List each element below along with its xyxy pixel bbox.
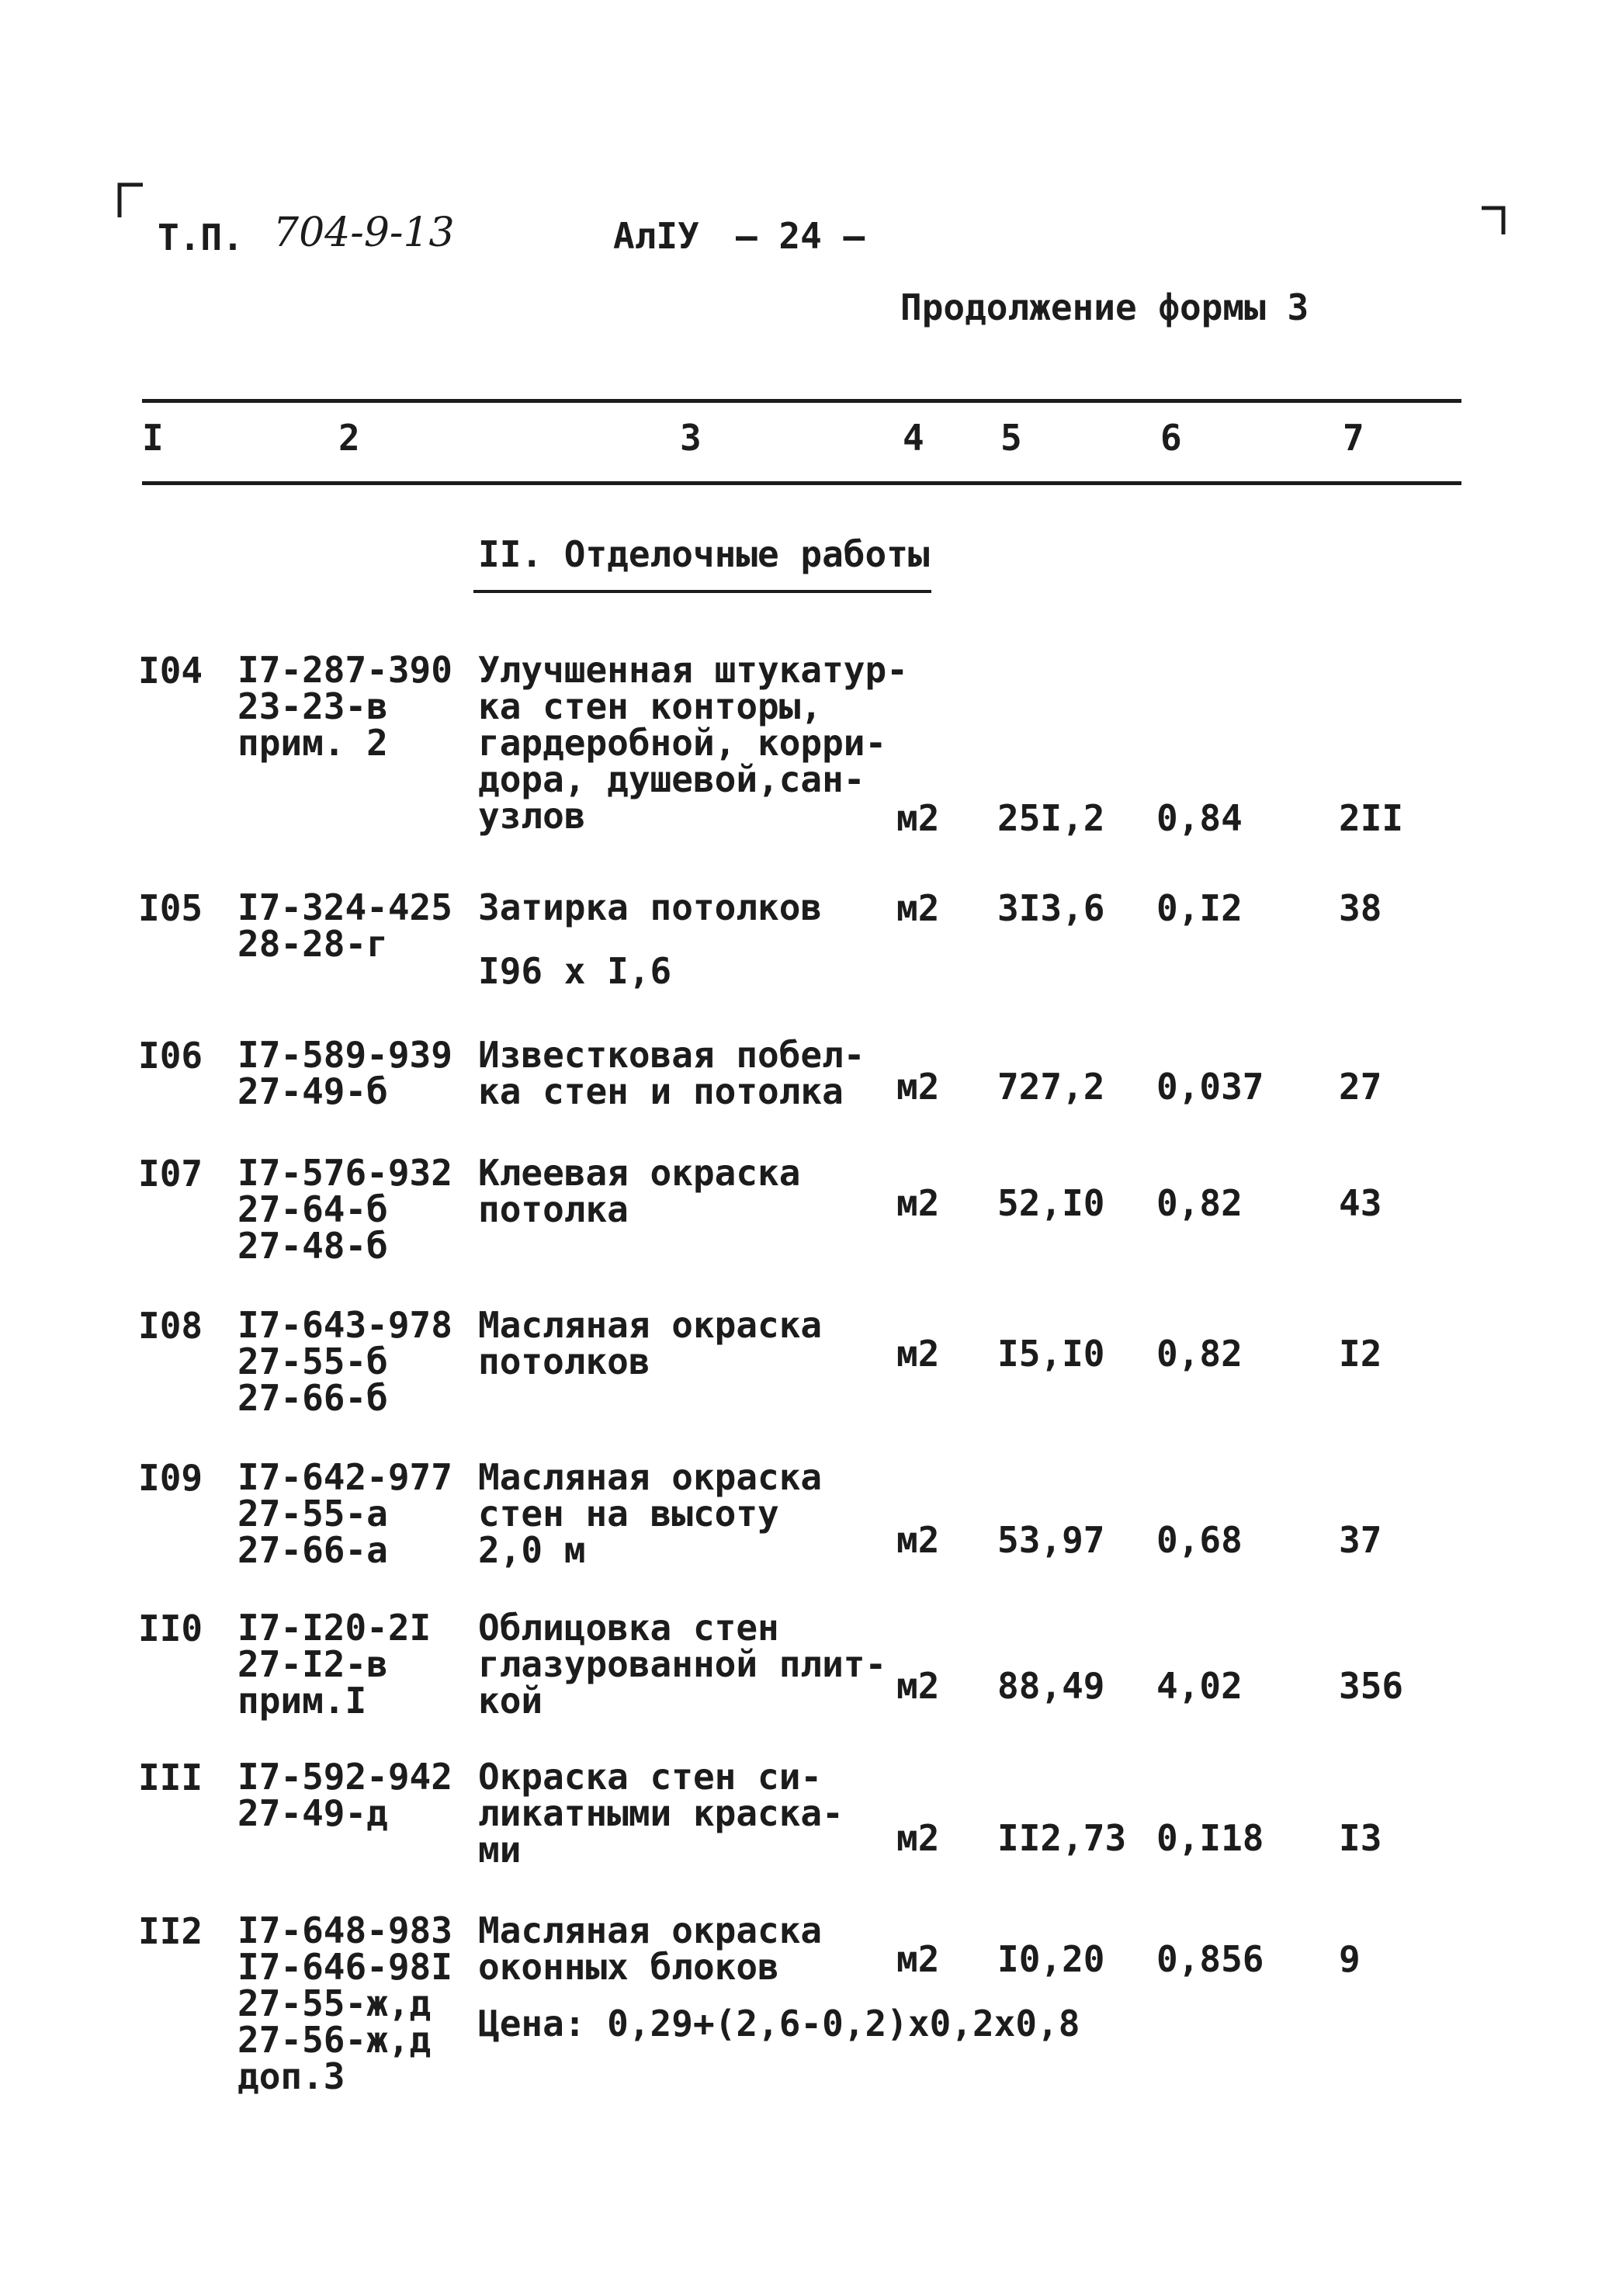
row-quantity: 3I3,6: [997, 887, 1105, 929]
row-code: I7-592-942 27-49-д: [237, 1756, 452, 1834]
row-rate: 0,037: [1156, 1066, 1264, 1108]
row-unit: м2: [896, 797, 940, 839]
row-quantity: II2,73: [997, 1817, 1127, 1859]
tp-label: Т.П.: [158, 217, 244, 258]
row-number: II0: [138, 1608, 203, 1649]
row-rate: 0,82: [1156, 1182, 1243, 1224]
row-description: Окраска стен си- ликатными краска- ми: [478, 1756, 844, 1871]
row-unit: м2: [896, 1665, 940, 1707]
row-rate: 0,856: [1156, 1938, 1264, 1980]
row-rate: 0,82: [1156, 1333, 1243, 1375]
row-number: I04: [138, 650, 203, 692]
col-header-4: 4: [903, 417, 924, 459]
row-quantity: 53,97: [997, 1519, 1105, 1561]
row-number: I05: [138, 887, 203, 929]
row-number: I09: [138, 1457, 203, 1499]
table-header-rule: [142, 481, 1461, 485]
row-code: I7-287-390 23-23-в прим. 2: [237, 649, 452, 764]
col-header-1: I: [142, 417, 164, 459]
row-quantity: 25I,2: [997, 797, 1105, 839]
row-code: I7-589-939 27-49-б: [237, 1034, 452, 1112]
row-unit: м2: [896, 887, 940, 929]
col-header-7: 7: [1343, 417, 1364, 459]
row-total: 356: [1339, 1665, 1404, 1707]
row-total: 43: [1339, 1182, 1382, 1224]
row-number: I06: [138, 1035, 203, 1077]
top-left-corner-mark: [115, 180, 146, 219]
row-code: I7-642-977 27-55-а 27-66-а: [237, 1456, 452, 1571]
row-total: 37: [1339, 1519, 1382, 1561]
row-quantity: 52,I0: [997, 1182, 1105, 1224]
continuation-label: Продолжение формы 3: [900, 286, 1309, 328]
section-title-underline: [473, 590, 931, 593]
col-header-3: 3: [680, 417, 702, 459]
row-code: I7-576-932 27-64-б 27-48-б: [237, 1152, 452, 1267]
row-total: 38: [1339, 887, 1382, 929]
row-description: Масляная окраска оконных блоков: [478, 1909, 823, 1988]
row-number: I08: [138, 1305, 203, 1347]
row-description: Улучшенная штукатур- ка стен конторы, гардеробной, корри- дора, душевой,сан- узлов: [478, 649, 908, 837]
row-quantity: 727,2: [997, 1066, 1105, 1108]
table-top-rule: [142, 399, 1461, 403]
row-total: I2: [1339, 1333, 1382, 1375]
row-note: Цена: 0,29+(2,6-0,2)x0,2x0,8: [478, 2003, 1080, 2045]
row-description: Известковая побел- ка стен и потолка: [478, 1034, 865, 1112]
row-quantity: I0,20: [997, 1938, 1105, 1980]
row-description: Затирка потолков: [478, 886, 823, 928]
row-total: 9: [1339, 1938, 1361, 1980]
row-note: I96 x I,6: [478, 950, 672, 992]
col-header-6: 6: [1160, 417, 1182, 459]
row-unit: м2: [896, 1938, 940, 1980]
col-header-5: 5: [1000, 417, 1022, 459]
row-unit: м2: [896, 1519, 940, 1561]
row-quantity: 88,49: [997, 1665, 1105, 1707]
row-number: I07: [138, 1153, 203, 1195]
row-unit: м2: [896, 1817, 940, 1859]
row-description: Масляная окраска стен на высоту 2,0 м: [478, 1456, 823, 1571]
row-code: I7-648-983 I7-646-98I 27-55-ж,д 27-56-ж,д доп.3: [237, 1909, 452, 2097]
row-rate: 4,02: [1156, 1665, 1243, 1707]
col-header-2: 2: [338, 417, 360, 459]
page-number: — 24 —: [736, 215, 865, 257]
row-code: I7-I20-2I 27-I2-в прим.I: [237, 1607, 432, 1722]
row-code: I7-324-425 28-28-г: [237, 886, 452, 965]
row-total: I3: [1339, 1817, 1382, 1859]
top-right-corner-mark: [1479, 203, 1510, 242]
row-quantity: I5,I0: [997, 1333, 1105, 1375]
row-unit: м2: [896, 1066, 940, 1108]
section-title: II. Отделочные работы: [478, 533, 930, 575]
row-total: 2II: [1339, 797, 1404, 839]
project-number: 704-9-13: [273, 210, 455, 256]
row-description: Клеевая окраска потолка: [478, 1152, 801, 1230]
row-rate: 0,I18: [1156, 1817, 1264, 1859]
row-description: Облицовка стен глазурованной плит- кой: [478, 1607, 887, 1722]
row-total: 27: [1339, 1066, 1382, 1108]
album-label: АлIУ: [613, 215, 699, 257]
row-number: II2: [138, 1910, 203, 1952]
row-rate: 0,68: [1156, 1519, 1243, 1561]
row-description: Масляная окраска потолков: [478, 1304, 823, 1382]
row-unit: м2: [896, 1333, 940, 1375]
row-rate: 0,84: [1156, 797, 1243, 839]
row-unit: м2: [896, 1182, 940, 1224]
row-number: III: [138, 1757, 203, 1798]
row-rate: 0,I2: [1156, 887, 1243, 929]
row-code: I7-643-978 27-55-б 27-66-б: [237, 1304, 452, 1419]
